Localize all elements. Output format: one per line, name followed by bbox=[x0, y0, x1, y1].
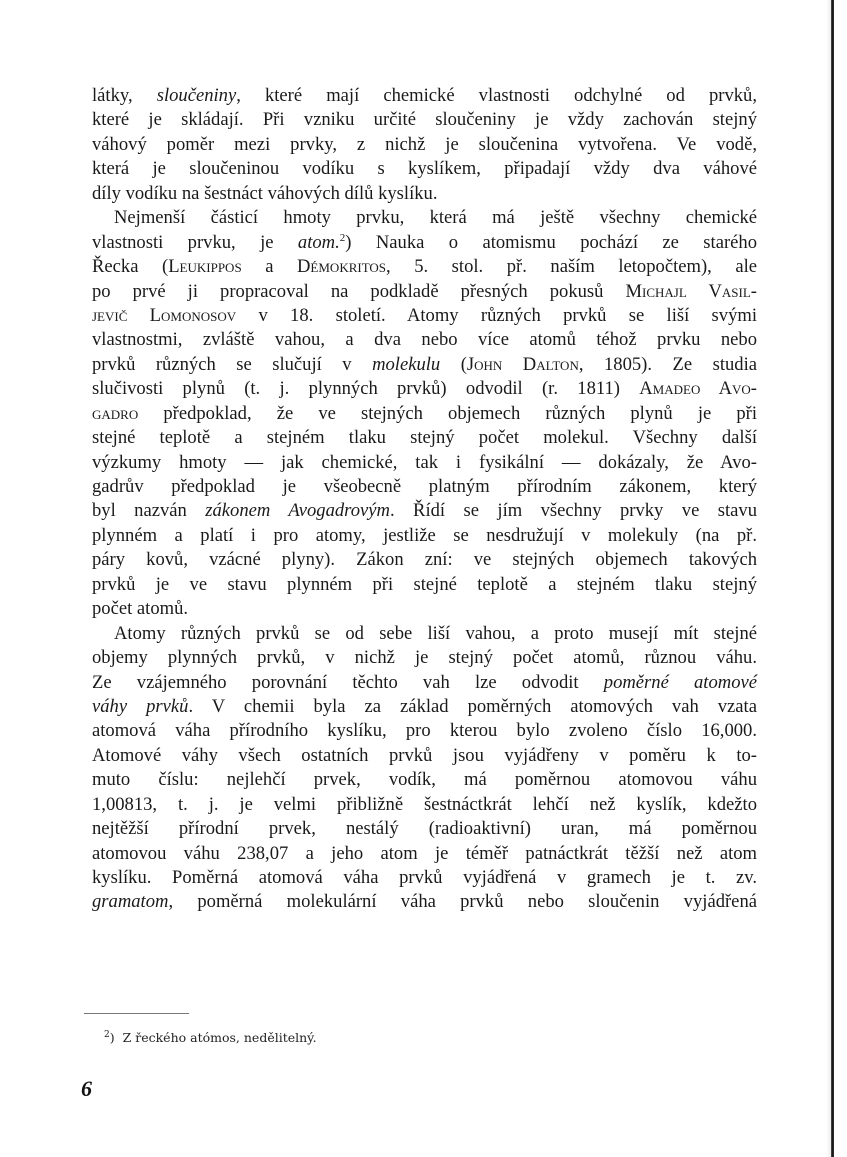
text-run: ) Nauka o atomismu pochází ze starého bbox=[345, 231, 758, 253]
person-name: John Dalton bbox=[466, 353, 579, 375]
text-run: v 18. století. Atomy různých prvků se liší svými bbox=[236, 304, 758, 326]
text-run: předpoklad, že ve stejných objemech různých plynů je při bbox=[138, 402, 757, 424]
text-line bbox=[92, 231, 757, 255]
text-run: páry kovů, vzácné plyny). Zákon zní: ve stejných objemech takových bbox=[92, 549, 757, 571]
text-line bbox=[92, 255, 757, 279]
text-run: váhový poměr mezi prvky, z nichž je sloučenina vytvořena. Ve vodě, bbox=[92, 133, 757, 155]
text-line bbox=[92, 328, 757, 352]
person-name: jevič Lomonosov bbox=[92, 304, 237, 326]
page-number: 6 bbox=[81, 1076, 92, 1101]
person-name: gadro bbox=[92, 402, 139, 424]
footnote-reference: 2 bbox=[339, 231, 346, 244]
person-name: Michajl Vasil- bbox=[625, 280, 757, 302]
text-line bbox=[92, 524, 757, 548]
text-run: Atomové váhy všech ostatních prvků jsou vyjádřeny v poměru k to- bbox=[92, 744, 757, 766]
emphasized-term: gramatom bbox=[92, 891, 169, 913]
text-line bbox=[92, 475, 757, 499]
text-run: Nejmenší částicí hmoty prvku, která má ještě všechny chemické bbox=[114, 207, 757, 229]
text-run: , 1805). Ze studia bbox=[578, 353, 757, 375]
text-line bbox=[92, 719, 757, 743]
text-line bbox=[92, 133, 757, 157]
text-line bbox=[92, 377, 757, 401]
text-line bbox=[92, 866, 757, 890]
text-run: díly vodíku na šestnáct váhových dílů kyslíku. bbox=[92, 182, 438, 204]
paragraph bbox=[92, 206, 757, 621]
text-line bbox=[92, 890, 757, 914]
footnote-mark: 2 bbox=[104, 1030, 110, 1040]
emphasized-term: váhy prvků bbox=[92, 695, 189, 717]
text-run: stejné teplotě a stejném tlaku stejný počet molekul. Všechny další bbox=[92, 427, 757, 449]
text-line bbox=[92, 817, 757, 841]
text-run: muto číslu: nejlehčí prvek, vodík, má poměrnou atomovou váhu bbox=[92, 769, 757, 791]
text-line bbox=[92, 573, 757, 597]
footnote-text: Z řeckého atómos, nedělitelný. bbox=[122, 1030, 317, 1045]
text-run: 1,00813, t. j. je velmi přibližně šestnáctkrát lehčí než kyslík, kdežto bbox=[92, 793, 757, 815]
text-run: počet atomů. bbox=[92, 598, 189, 620]
text-line bbox=[92, 499, 757, 523]
text-run: Atomy různých prvků se od sebe liší vahou, a proto musejí mít stejné bbox=[114, 622, 757, 644]
emphasized-term: sloučeniny bbox=[156, 85, 237, 106]
person-name: Démokritos bbox=[297, 256, 387, 278]
text-line bbox=[92, 426, 757, 450]
text-run: gadrův předpoklad je všeobecně platným přírodním zákonem, který bbox=[92, 476, 757, 497]
body-text bbox=[92, 84, 757, 915]
text-run: , které mají chemické vlastnosti odchylné od prvků, bbox=[236, 85, 757, 106]
emphasized-term: zákonem Avogadrovým bbox=[205, 500, 390, 522]
text-run: po prvé ji propracoval na podkladě přesných pokusů bbox=[92, 280, 626, 302]
text-run: látky, bbox=[92, 85, 157, 106]
text-run: byl nazván bbox=[92, 500, 206, 522]
footnote bbox=[104, 1030, 317, 1045]
footnote-mark-suffix: ) bbox=[109, 1030, 115, 1045]
text-line bbox=[92, 402, 757, 426]
text-line bbox=[92, 157, 757, 181]
text-run: , 5. stol. př. naším letopočtem), ale bbox=[386, 256, 757, 278]
text-run: plynném a platí i pro atomy, jestliže se nesdružují v molekuly (na př. bbox=[92, 524, 757, 546]
text-run: Ze vzájemného porovnání těchto vah lze odvodit bbox=[92, 671, 604, 693]
paragraph bbox=[92, 622, 757, 915]
text-line bbox=[92, 182, 757, 206]
text-run: a bbox=[241, 256, 297, 278]
text-run: ( bbox=[440, 353, 467, 375]
text-line bbox=[92, 646, 757, 670]
footnote-divider bbox=[84, 1013, 189, 1014]
text-run: slučivosti plynů (t. j. plynných prvků) odvodil (r. 1811) bbox=[92, 378, 640, 400]
text-line bbox=[92, 280, 757, 304]
text-line bbox=[92, 671, 757, 695]
text-run: . Řídí se jím všechny prvky ve stavu bbox=[389, 500, 758, 522]
text-run: prvků různých se slučují v bbox=[92, 353, 373, 375]
text-line bbox=[92, 768, 757, 792]
text-run: , poměrná molekulární váha prvků nebo sloučenin vyjádřená bbox=[168, 891, 757, 913]
text-line bbox=[92, 695, 757, 719]
text-line bbox=[92, 793, 757, 817]
page-binding-edge bbox=[831, 0, 834, 1157]
text-run: . V chemii byla za základ poměrných atomových vah vzata bbox=[188, 695, 757, 717]
person-name: Leukippos bbox=[168, 256, 242, 278]
text-line bbox=[92, 353, 757, 377]
text-run: objemy plynných prvků, v nichž je stejný počet atomů, různou váhu. bbox=[92, 647, 757, 669]
text-run: nejtěžší přírodní prvek, nestálý (radioaktivní) uran, má poměrnou bbox=[92, 818, 757, 840]
text-run: kyslíku. Poměrná atomová váha prvků vyjádřená v gramech je t. zv. bbox=[92, 867, 757, 888]
text-run: vlastnosti prvku, je bbox=[92, 231, 298, 253]
text-run: Řecka ( bbox=[92, 256, 169, 278]
text-line bbox=[92, 206, 757, 230]
text-line bbox=[92, 744, 757, 768]
emphasized-term: molekulu bbox=[372, 353, 441, 375]
emphasized-term: poměrné atomové bbox=[603, 671, 757, 693]
text-run: výzkumy hmoty — jak chemické, tak i fysikální — dokázaly, že Avo- bbox=[92, 451, 757, 473]
person-name: Amadeo Avo- bbox=[639, 378, 757, 400]
text-run: prvků je ve stavu plynném při stejné teplotě a stejném tlaku stejný bbox=[92, 573, 757, 595]
emphasized-term: atom. bbox=[297, 231, 340, 253]
text-line bbox=[92, 622, 757, 646]
text-line bbox=[92, 451, 757, 475]
text-run: atomovou váhu 238,07 a jeho atom je téměř patnáctkrát těžší než atom bbox=[92, 842, 757, 864]
text-line bbox=[92, 108, 757, 132]
text-line bbox=[92, 84, 757, 108]
text-line bbox=[92, 548, 757, 572]
text-run: vlastnostmi, zvláště vahou, a dva nebo více atomů téhož prvku nebo bbox=[92, 329, 757, 351]
paragraph bbox=[92, 84, 757, 206]
text-line bbox=[92, 842, 757, 866]
text-line bbox=[92, 304, 757, 328]
text-run: atomová váha přírodního kyslíku, pro kterou bylo zvoleno číslo 16,000. bbox=[92, 720, 757, 742]
text-run: která je sloučeninou vodíku s kyslíkem, připadají vždy dva váhové bbox=[92, 158, 757, 180]
text-run: které je skládají. Při vzniku určité sloučeniny je vždy zachován stejný bbox=[92, 109, 757, 131]
text-line bbox=[92, 597, 757, 621]
